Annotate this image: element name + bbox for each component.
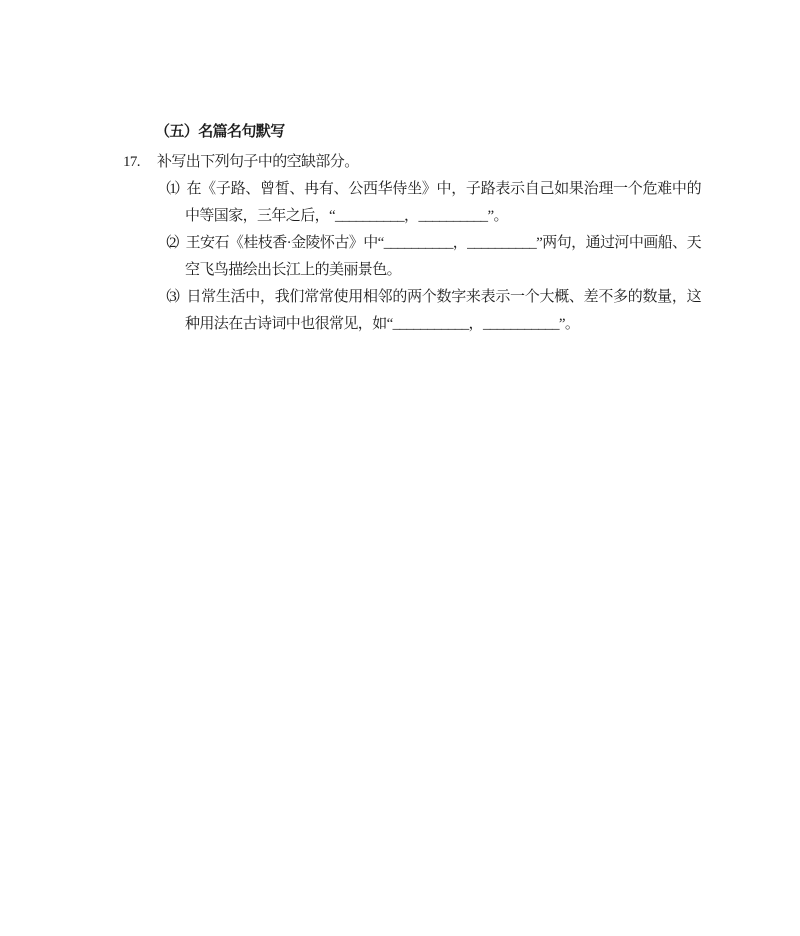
question-item-2 <box>157 230 701 284</box>
item-2-text: 王安石《桂枝香·金陵怀古》中“__________，__________”两句，通过河中画船、天空飞鸟描绘出长江上的美丽景色。 <box>185 235 701 278</box>
section-heading: （五）名篇名句默写 <box>155 124 285 140</box>
item-3-text: 日常生活中，我们常常使用相邻的两个数字来表示一个大概、差不多的数量，这种用法在古诗词中也很常见，如“___________，___________”。 <box>185 289 701 332</box>
question-items <box>157 176 701 338</box>
item-1-text: 在《子路、曾皙、冉有、公西华侍坐》中，子路表示自己如果治理一个危难中的中等国家，三年之后，“__________，__________”。 <box>185 181 701 224</box>
question-stem: 补写出下列句子中的空缺部分。 <box>157 154 359 170</box>
item-1-marker: （1） <box>157 181 187 197</box>
question-block <box>123 119 701 338</box>
question-item-1 <box>157 176 701 230</box>
question-17 <box>123 149 683 176</box>
item-2-marker: （2） <box>157 235 186 251</box>
question-number: 17. <box>123 154 140 170</box>
question-item-3 <box>157 284 701 338</box>
item-3-marker: （3） <box>157 289 187 305</box>
